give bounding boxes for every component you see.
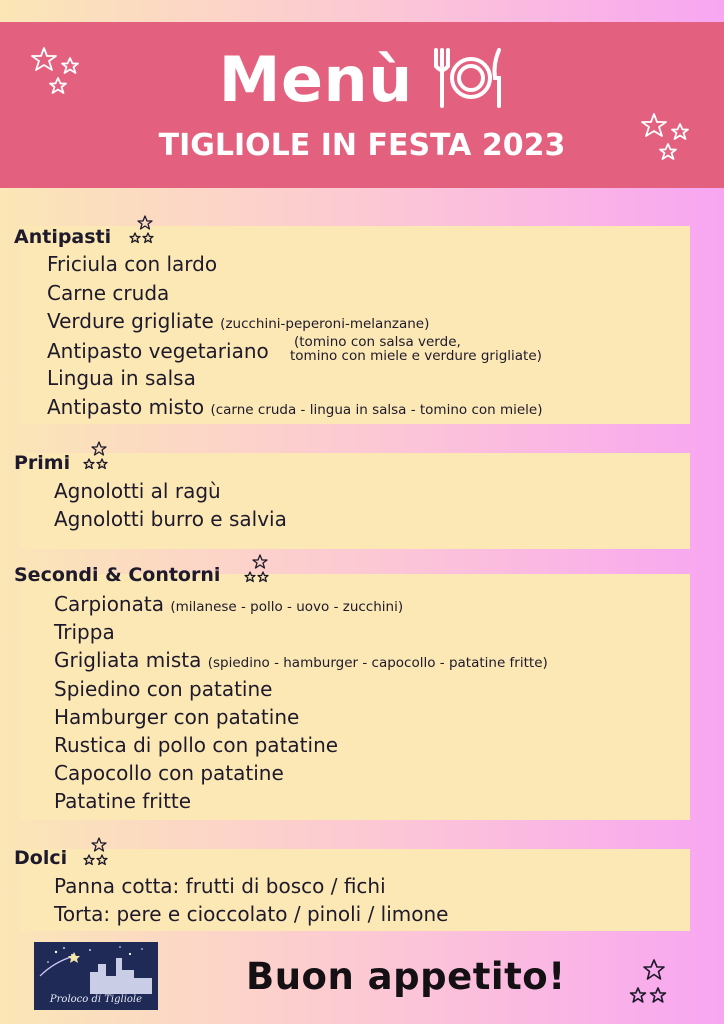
menu-item: Antipasto misto (carne cruda - lingua in salsa - tomino con miele) — [47, 395, 543, 419]
menu-item: Capocollo con patatine — [54, 761, 284, 785]
menu-item: Panna cotta: frutti di bosco / fichi — [54, 874, 386, 898]
item-note: (carne cruda - lingua in salsa - tomino con miele) — [210, 402, 543, 418]
menu-item: Hamburger con patatine — [54, 705, 300, 729]
item-note: (tomino con salsa verde, — [294, 334, 461, 350]
menu-item: Agnolotti burro e salvia — [54, 507, 287, 531]
dolci-title: Dolci — [14, 847, 68, 869]
menu-item: Spiedino con patatine — [54, 677, 273, 701]
menu-item: Rustica di pollo con patatine — [54, 733, 339, 757]
stars-decoration-icon — [243, 553, 273, 587]
stars-decoration-icon — [638, 112, 694, 164]
menu-item: Trippa — [54, 620, 115, 644]
menu-item: Agnolotti al ragù — [54, 479, 221, 503]
menu-title: Menù — [218, 43, 413, 116]
menu-item: Friciula con lardo — [47, 252, 218, 276]
antipasti-title: Antipasti — [14, 226, 112, 248]
secondi-title: Secondi & Contorni — [14, 564, 221, 586]
stars-decoration-icon — [82, 836, 112, 870]
fork-plate-knife-icon — [431, 46, 505, 115]
primi-title: Primi — [14, 452, 71, 474]
menu-item: Antipasto vegetariano — [47, 339, 269, 363]
stars-decoration-icon — [628, 958, 672, 1008]
menu-item: Carne cruda — [47, 281, 170, 305]
menu-item: Lingua in salsa — [47, 366, 196, 390]
menu-item: Grigliata mista (spiedino - hamburger - capocollo - patatine fritte) — [54, 648, 548, 672]
item-note: (spiedino - hamburger - capocollo - patatine fritte) — [207, 655, 548, 671]
menu-item: Verdure grigliate (zucchini-peperoni-melanzane) — [47, 309, 430, 333]
logo-label: Proloco di Tigliole — [49, 994, 143, 1005]
stars-decoration-icon — [28, 46, 84, 98]
item-note: tomino con miele e verdure grigliate) — [290, 348, 542, 364]
menu-item: Carpionata (milanese - pollo - uovo - zucchini) — [54, 592, 404, 616]
stars-decoration-icon — [128, 214, 158, 248]
stars-decoration-icon — [82, 440, 112, 474]
item-note: (zucchini-peperoni-melanzane) — [220, 316, 430, 332]
menu-item: Patatine fritte — [54, 789, 192, 813]
proloco-logo — [34, 942, 158, 1010]
closing-message: Buon appetito! — [246, 955, 566, 998]
item-note: (milanese - pollo - uovo - zucchini) — [170, 599, 404, 615]
event-subtitle: TIGLIOLE IN FESTA 2023 — [158, 128, 566, 163]
title-row — [0, 42, 724, 118]
menu-item: Torta: pere e cioccolato / pinoli / limone — [54, 902, 449, 926]
town-skyline-icon — [34, 942, 158, 994]
